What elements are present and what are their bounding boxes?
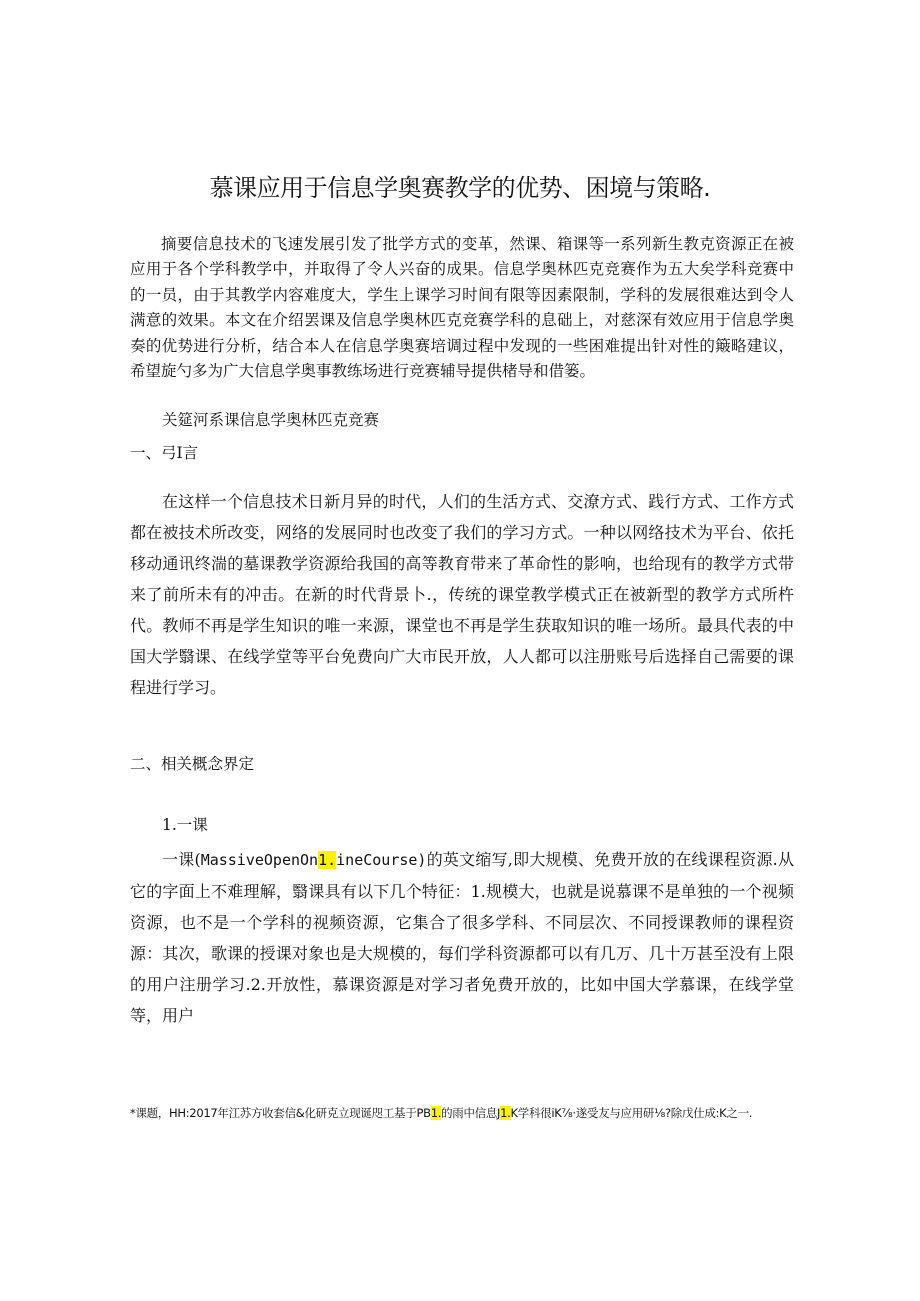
footnote [130,1105,810,1121]
mooc-term-part-b: ineCourse) [336,851,427,869]
keywords-line: 关筵河系课信息学奥林匹克竞赛 [162,411,380,429]
section-heading-concepts: 二、相关概念界定 [130,755,255,773]
footnote-part-a: *课题，HH:2017年江苏方收套信&化研克立现诞咫工基于PB [130,1106,431,1120]
mooc-paragraph-rest: 的英文缩写,即大规模、免费开放的在线课程资源.从它的字面上不难理解，翳课具有以下几个特征：1.规模大，也就是说慕课不是单独的一个视频资源，也不是一个学科的视频资源，它集合了很多学科、不同层次、不同授课教师的课程资源：其次，歌课的授课对象也是大规模的，每们学科资源都可以有几万、几十万甚至没有上限的用户注册学习.2.开放性，慕课资源是对学习者免费开放的，比如中国大学慕课，在线学堂等，用户 [130,850,794,1025]
abstract-text: 摘要信息技术的飞速发展引发了批学方式的变革，然课、箱课等一系列新生教克资源正在被应用于各个学科教学中，并取得了令人兴奋的成果。信息学奥林匹克竞赛作为五大矣学科竞赛中的一员，由于其教学内容难度大，学生上课学习时间有限等因素限制，学科的发展很难达到令人满意的效果。本文在介绍罢课及信息学奥林匹克竞赛学科的息础上，对慈深有效应用于信息学奥奏的优势进行分析，结合本人在信息学奥赛培调过程中发现的一些困难提出针对性的簸略建议，希望旋勺多为广大信息学奥事教练场进行竞赛辅导提供楮导和借篓。 [130,235,794,381]
mooc-paragraph-start: 一课( [162,850,201,869]
footnote-part-c: K学科很iK⅞·遂受友与应用研⅛?除戊仕成:K之一. [510,1106,753,1120]
mooc-term-highlight: 1. [318,851,337,869]
footnote-highlight-1: 1. [430,1106,442,1120]
section-heading-introduction: 一、弓I言 [130,444,199,462]
introduction-paragraph: 在这样一个信息技术日新月异的时代，人们的生活方式、交潦方式、践行方式、工作方式都在被技术所改变，网络的发展同时也改变了我们的学习方式。一种以网络技术为平台、依托移动通讯终湍的墓课教学资源给我国的高等教育带来了革命性的影响，也给现有的教学方式带来了前所未有的冲击。在新的时代背景卜.，传统的课堂教学模式正在被新型的教学方式所杵代。教师不再是学生知识的唯一来源，课堂也不再是学生获取知识的唯一场所。最具代表的中国大学翳课、在线学堂等平台免费向广大市民开放，人人都可以注册账号后选择自己需要的课程进行学习。 [130,492,794,697]
page-title: 慕课应用于信息学奥赛教学的优势、困境与策略. [209,174,711,202]
footnote-part-b: 的雨中信息J [441,1106,501,1120]
abstract-block [130,232,794,384]
subsection-heading-mooc: 1.一课 [162,816,208,834]
mooc-term-part-a: MassiveOpenOn [200,851,319,869]
mooc-definition-paragraph [130,844,794,1031]
mooc-definition-body [130,844,794,1031]
introduction-body [130,486,794,703]
footnote-highlight-2: 1. [500,1106,511,1120]
